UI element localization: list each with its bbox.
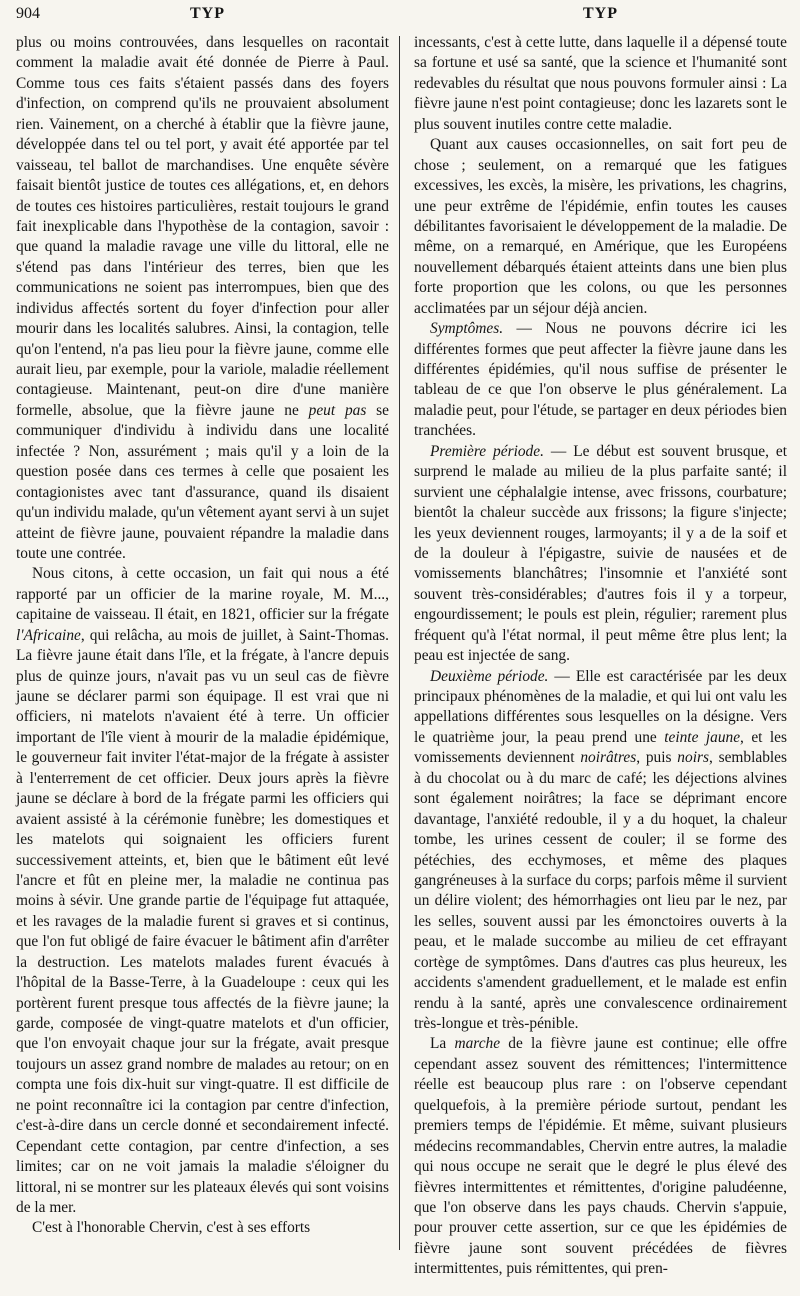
paragraph	[16, 1218, 389, 1238]
italic-text: Deuxième période.	[430, 667, 549, 685]
paragraph	[414, 319, 787, 442]
text-run: de la fièvre jaune est continue; elle offre cependant assez souvent des rémittences; l'intermittence réelle est beaucoup plus rare : on l'observe cependant quelquefois, à la première période surtout, pendant les premiers temps de l'épidémie. Et même, suivant plusieurs médecins recommandables, Chervin entre autres, la maladie qui nous occupe ne serait que le degré le plus élevé des fièvres intermittentes et rémittentes, d'origine paludéenne, que l'on observe dans les pays chauds. Chervin s'appuie, pour prouver cette assertion, sur ce que les épidémies de fièvre jaune sont souvent précédées de fièvres intermittentes, puis rémittentes, qui pren-	[414, 1035, 787, 1278]
italic-text: peut pas	[308, 401, 367, 419]
paragraph	[414, 667, 787, 1035]
italic-text: l'Africaine	[16, 626, 81, 644]
paragraph	[414, 442, 787, 667]
text-run: Nous citons, à cette occasion, un fait qui nous a été rapporté par un officier de la marine royale, M. M..., capitaine de vaisseau. Il était, en 1821, officier sur la frégate	[16, 565, 389, 624]
right-column	[414, 33, 787, 1280]
running-head-left: TYP	[190, 5, 225, 22]
text-run: — Elle est caractérisée par les deux principaux phénomènes de la maladie, et qui lui ont valu les appellations différentes sous lesquelles on la désigne. Vers le quatrième jour, la peau prend une	[414, 667, 788, 746]
column-divider	[399, 36, 400, 1250]
page-number: 904	[16, 5, 40, 22]
italic-text: noirâtres	[580, 749, 637, 767]
italic-text: noirs	[677, 749, 709, 767]
text-run: incessants, c'est à cette lutte, dans laquelle il a dépensé toute sa fortune et usé sa santé, que la science et l'humanité sont redevables du résultat que nous pouvons formuler ainsi : La fièvre jaune n'est point contagieuse; donc les lazarets sont le plus souvent inutiles contre cette maladie.	[414, 34, 787, 133]
text-run: plus ou moins controuvées, dans lesquelles on racontait comment la maladie avait été donnée de Pierre à Paul. Comme tous ces faits s'étaient passés dans des foyers d'infection, on comprend qu'ils ne prouvaient absolument rien. Vainement, on a cherché à établir que la fièvre jaune, développée dans tel ou tel port, y avait été apportée par tel vaisseau, tel ballot de marchandises. Une enquête sévère faisait bientôt justice de toutes ces allégations, et, en dehors de toutes ces histoires particulières, restait toujours le grand fait inexplicable dans l'hypothèse de la contagion, savoir : que quand la maladie ravage une ville du littoral, elle ne s'étend pas dans l'intérieur des terres, bien que les communications ne soient pas interrompues, bien que des individus affectés sortent du foyer d'infection pour aller mourir dans les localités salubres. Ainsi, la contagion, telle qu'on l'entend, n'a pas lieu pour la fièvre jaune, comme elle aurait lieu, par exemple, pour la variole, maladie réellement contagieuse. Maintenant, peut-on dire d'une manière formelle, absolue, que la fièvre jaune ne	[16, 34, 389, 419]
text-run: — Le début est souvent brusque, et surprend le malade au milieu de la plus parfaite santé; il survient une céphalalgie intense, avec frissons, courbature; bientôt la chaleur succède aux frissons; la figure s'injecte; les yeux deviennent rouges, larmoyants; il y a de la soif et de la douleur à l'épigastre, suivie de nausées et de vomissements blanchâtres; l'insomnie et l'anxiété sont souvent très-considérables; d'autres fois il y a torpeur, engourdissement; le pouls est plein, régulier; rarement plus fréquent qu'à l'état normal, il peut même être plus lent; la peau est injectée de sang.	[414, 442, 787, 665]
text-run: , puis	[636, 749, 678, 767]
running-head-right: TYP	[583, 5, 618, 22]
text-run: , semblables à du chocolat ou à du marc de café; les déjections alvines sont également noirâtres; la face se déprimant encore davantage, l'anxiété redouble, il y a du hoquet, la chaleur tombe, les urines cessent de couler; il se forme des pétéchies, des ecchymoses, et même des plaques gangréneuses à la surface du corps; parfois même il survient un délire violent; des hémorrhagies ont lieu par le nez, par les selles, souvent aussi par les émonctoires ouverts à la peau, et le malade succombe au milieu de cet effrayant cortège de symptômes. Dans d'autres cas plus heureux, les accidents s'amendent graduellement, et le malade est enfin rendu à la santé, après une convalescence ordinairement très-longue et très-pénible.	[414, 749, 787, 1032]
text-run: , qui relâcha, au mois de juillet, à Saint-Thomas. La fièvre jaune était dans l'île, et la frégate, à l'ancre depuis plus de quinze jours, n'avait pas vu un seul cas de fièvre jaune se déclarer parmi son équipage. Il est vrai que ni officiers, ni matelots n'avaient été à terre. Un officier important de l'île vient à mourir de la maladie épidémique, le gouverneur fait inviter l'état-major de la frégate à assister à l'enterrement de cet officier. Deux jours après la fièvre jaune se déclare à bord de la frégate parmi les officiers qui avaient assisté à la cérémonie funèbre; les domestiques et les matelots qui soignaient les officiers furent successivement atteints, et, bien que le bâtiment eût levé l'ancre et fût en pleine mer, la maladie ne continua pas moins à sévir. Une grande partie de l'équipage fut attaquée, et les ravages de la maladie furent si graves et si continus, que l'on fut obligé de faire évacuer le bâtiment afin d'arrêter la destruction. Les matelots malades furent évacués à l'hôpital de la Basse-Terre, à la Guadeloupe : ceux qui les portèrent furent presque tous affectés de la fièvre jaune; la garde, composée de vingt-quatre matelots et d'un officier, que l'on envoyait chaque jour sur la frégate, avait presque toujours un assez grand nombre de malades au retour; on en compta une fois dix-huit sur vingt-quatre. Il est difficile de ne point reconnaître ici la contagion par centre d'infection, c'est-à-dire dans un cercle donné et secondairement infecté. Cependant cette contagion, par centre d'infection, a ses limites; car on ne voit jamais la maladie s'éloigner du littoral, ni se montrer sur les plateaux élevés qui sont voisins de la mer.	[16, 626, 389, 1216]
paragraph	[414, 1034, 787, 1279]
italic-text: teinte jaune	[664, 728, 741, 746]
paragraph	[16, 33, 389, 564]
paragraph	[16, 564, 389, 1218]
left-column	[16, 33, 389, 1239]
text-run: — Nous ne pouvons décrire ici les différentes formes que peut affecter la fièvre jaune dans les différentes épidémies, qu'il nous suffise de présenter le tableau de ce que l'on observe le plus généralement. La maladie peut, pour l'étude, se partager en deux périodes bien tranchées.	[414, 320, 787, 440]
italic-text: Symptômes.	[430, 320, 504, 338]
paragraph	[414, 33, 787, 135]
text-run: se communiquer d'individu à individu dans une localité infectée ? Non, assurément ; mais qu'il y a loin de la question posée dans ces termes à celle que posaient les contagionistes avec tant d'assurance, quand ils disaient qu'un individu malade, qu'un vêtement ayant servi à un sujet atteint de fièvre jaune, pouvaient répandre la maladie dans toute une contrée.	[16, 401, 389, 562]
paragraph	[414, 135, 787, 319]
text-run: Quant aux causes occasionnelles, on sait fort peu de chose ; seulement, on a remarqué que les fatigues excessives, les excès, la misère, les privations, les chagrins, une peur extrême de l'épidémie, enfin toutes les causes débilitantes favorisaient le développement de la maladie. De même, on a remarqué, en Amérique, que les Européens nouvellement débarqués étaient atteints dans une bien plus forte proportion que les colons, ou que les personnes acclimatées par un séjour déjà ancien.	[414, 136, 787, 317]
text-run: La	[430, 1035, 455, 1053]
italic-text: marche	[454, 1035, 501, 1053]
text-run: , et les vomissements deviennent	[414, 728, 787, 767]
italic-text: Première période.	[430, 442, 544, 460]
text-run: C'est à l'honorable Chervin, c'est à ses efforts	[32, 1219, 311, 1237]
